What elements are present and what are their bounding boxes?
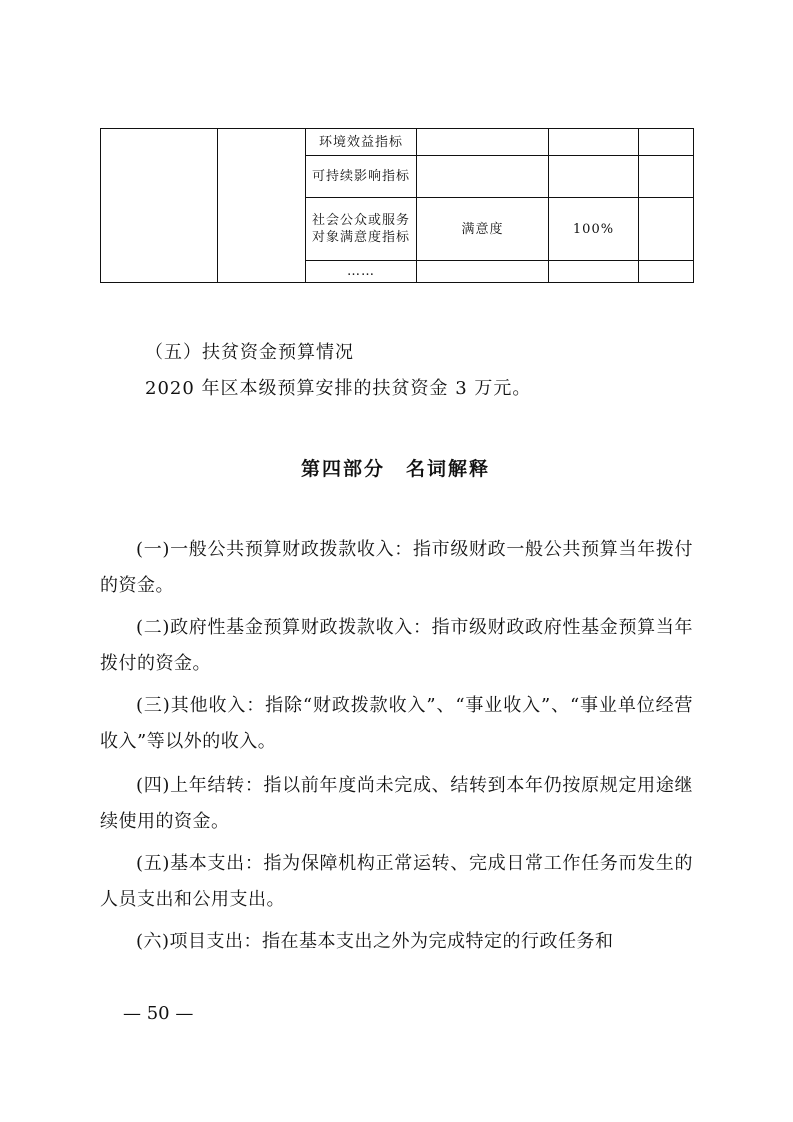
table-cell-item (417, 129, 549, 156)
part-title: 第四部分 名词解释 (301, 458, 491, 480)
definition-paragraph: (二)政府性基金预算财政拨款收入：指市级财政政府性基金预算当年拨付的资金。 (100, 617, 693, 674)
table-cell-extra (639, 156, 694, 198)
definition-paragraph: (四)上年结转：指以前年度尚未完成、结转到本年仍按原规定用途继续使用的资金。 (100, 775, 693, 832)
page-number: — 50 — (123, 1003, 194, 1024)
table-cell-extra (639, 198, 694, 261)
table-cell-value: 100% (549, 198, 639, 261)
table-cell-indicator: 社会公众或服务对象满意度指标 (306, 198, 417, 261)
performance-table (100, 128, 694, 283)
table-cell-value (549, 156, 639, 198)
table-cell-item (417, 156, 549, 198)
definition-paragraph: (五)基本支出：指为保障机构正常运转、完成日常工作任务而发生的人员支出和公用支出。 (100, 853, 693, 910)
table-cell-indicator: 环境效益指标 (306, 129, 417, 156)
table-row (101, 129, 694, 156)
section-body: 2020 年区本级预算安排的扶贫资金 3 万元。 (145, 378, 532, 399)
table-cell-extra (639, 129, 694, 156)
table-cell-item: 满意度 (417, 198, 549, 261)
section-heading: （五）扶贫资金预算情况 (145, 342, 354, 363)
table-cell-item (417, 261, 549, 283)
table-cell-extra (639, 261, 694, 283)
table-cell-value (549, 129, 639, 156)
table-cell-indicator: 可持续影响指标 (306, 156, 417, 198)
definition-paragraph: (六)项目支出：指在基本支出之外为完成特定的行政任务和 (136, 931, 614, 952)
definition-paragraph: (一)一般公共预算财政拨款收入：指市级财政一般公共预算当年拨付的资金。 (100, 539, 693, 596)
definition-paragraph: (三)其他收入：指除“财政拨款收入”、“事业收入”、“事业单位经营收入”等以外的收入。 (100, 695, 693, 752)
table-cell-blank (101, 129, 218, 283)
table-cell-blank (218, 129, 306, 283)
table-cell-indicator: …… (306, 261, 417, 283)
table-cell-value (549, 261, 639, 283)
